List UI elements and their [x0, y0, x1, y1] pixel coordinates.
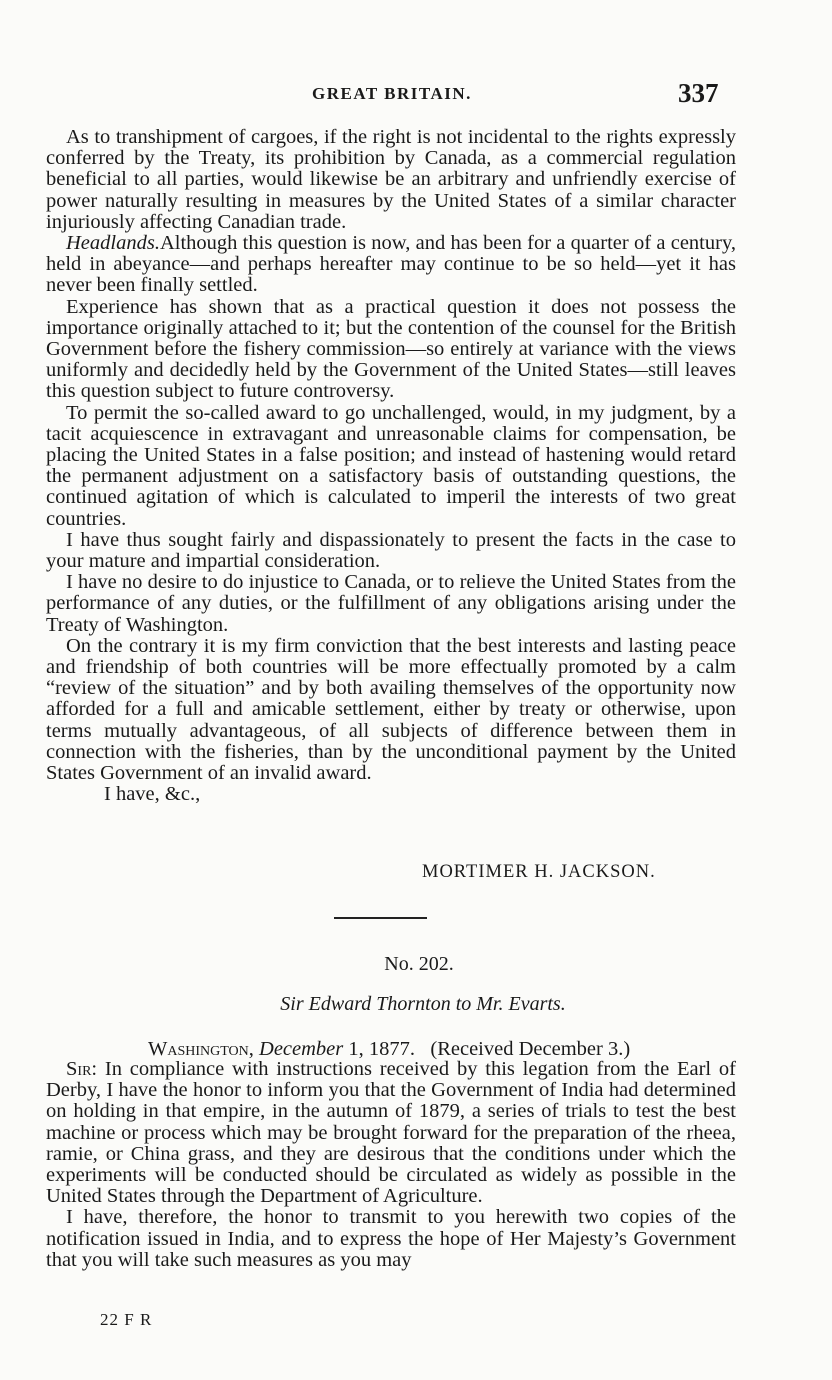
paragraph-injustice: I have no desire to do injustice to Canada, or to relieve the United States from the performance of any duties, or the fulfillment of any obligations arising under the Treaty of Washington. — [46, 571, 736, 636]
document-number: No. 202. — [384, 953, 454, 975]
signature-mark: 22 F R — [100, 1310, 153, 1329]
page-header — [0, 78, 832, 112]
headlands-text: Although this question is now, and has been for a quarter of a century, held in abeyance—and perhaps hereafter may continue to be so held—yet it has never been finally settled. — [46, 232, 736, 297]
paragraph-consideration: I have thus sought fairly and dispassionately to present the facts in the case to your mature and impartial consideration. — [46, 528, 736, 573]
paragraph-compliance — [46, 1059, 736, 1207]
letter2-body — [46, 1059, 736, 1271]
paragraph-conviction: On the contrary it is my firm conviction that the best interests and lasting peace and friendship of both countries will be more effectually promoted by a calm “review of the situation” and by both availing themselves of the opportunity now afforded for a full and amicable settlement, either by treaty or otherwise, upon terms mutually advantageous, of all subjects of difference between them in connection with the fisheries, than by the unconditional payment by the United States Government of an invalid award. — [46, 634, 736, 785]
running-head: GREAT BRITAIN. — [312, 84, 472, 103]
section-divider — [334, 917, 427, 919]
document-title: Sir Edward Thornton to Mr. Evarts. — [280, 993, 566, 1015]
headlands-label: Headlands. — [66, 232, 160, 255]
paragraph-transmit: I have, therefore, the honor to transmit to you herewith two copies of the notification issued in India, and to express the hope of Her Majesty’s Government that you will take such measures as you may — [46, 1206, 736, 1271]
signature: MORTIMER H. JACKSON. — [422, 862, 656, 882]
paragraph-headlands — [46, 233, 736, 297]
compliance-text: : In compliance with instructions received by this legation from the Earl of Derby, I have the honor to inform you that the Government of India had determined on holding in that empire, in the autumn of 1879, a series of trials to test the best machine or process which may be brought forward for the preparation of the rheea, ramie, or China grass, and they are desirous that the conditions under which the experiments will be conducted should be circulated as widely as possible in the United States through the Department of Agriculture. — [46, 1058, 736, 1208]
salutation: Sir — [66, 1058, 92, 1080]
dateline-day-year: 1, 1877. — [343, 1038, 415, 1060]
paragraph-transhipment: As to transhipment of cargoes, if the right is not incidental to the rights expressly conferred by the Treaty, its prohibition by Canada, as a commercial regulation beneficial to all parties, would likewise be an arbitrary and unfriendly exercise of power naturally resulting in measures by the United States of a similar character injuriously affecting Canadian trade. — [46, 126, 736, 233]
dateline-place: Washington, — [148, 1038, 254, 1060]
received-note: (Received December 3.) — [430, 1038, 631, 1060]
dateline-month: December — [259, 1038, 344, 1060]
letter-body — [46, 127, 736, 806]
paragraph-experience: Experience has shown that as a practical question it does not possess the importance originally attached to it; but the contention of the counsel for the British Government before the fishery commission—so entirely at variance with the views uniformly and decidedly held by the Government of the United States—still leaves this question subject to future controversy. — [46, 295, 736, 403]
page-number: 337 — [678, 78, 719, 108]
paragraph-award: To permit the so-called award to go unchallenged, would, in my judgment, by a tacit acquiescence in extravagant and unreasonable claims for compensation, be placing the United States in a false position; and instead of hastening would retard the permanent adjustment on a satisfactory basis of outstanding questions, the continued agitation of which is calculated to imperil the interests of two great countries. — [46, 401, 736, 530]
closing: I have, &c., — [104, 783, 201, 806]
